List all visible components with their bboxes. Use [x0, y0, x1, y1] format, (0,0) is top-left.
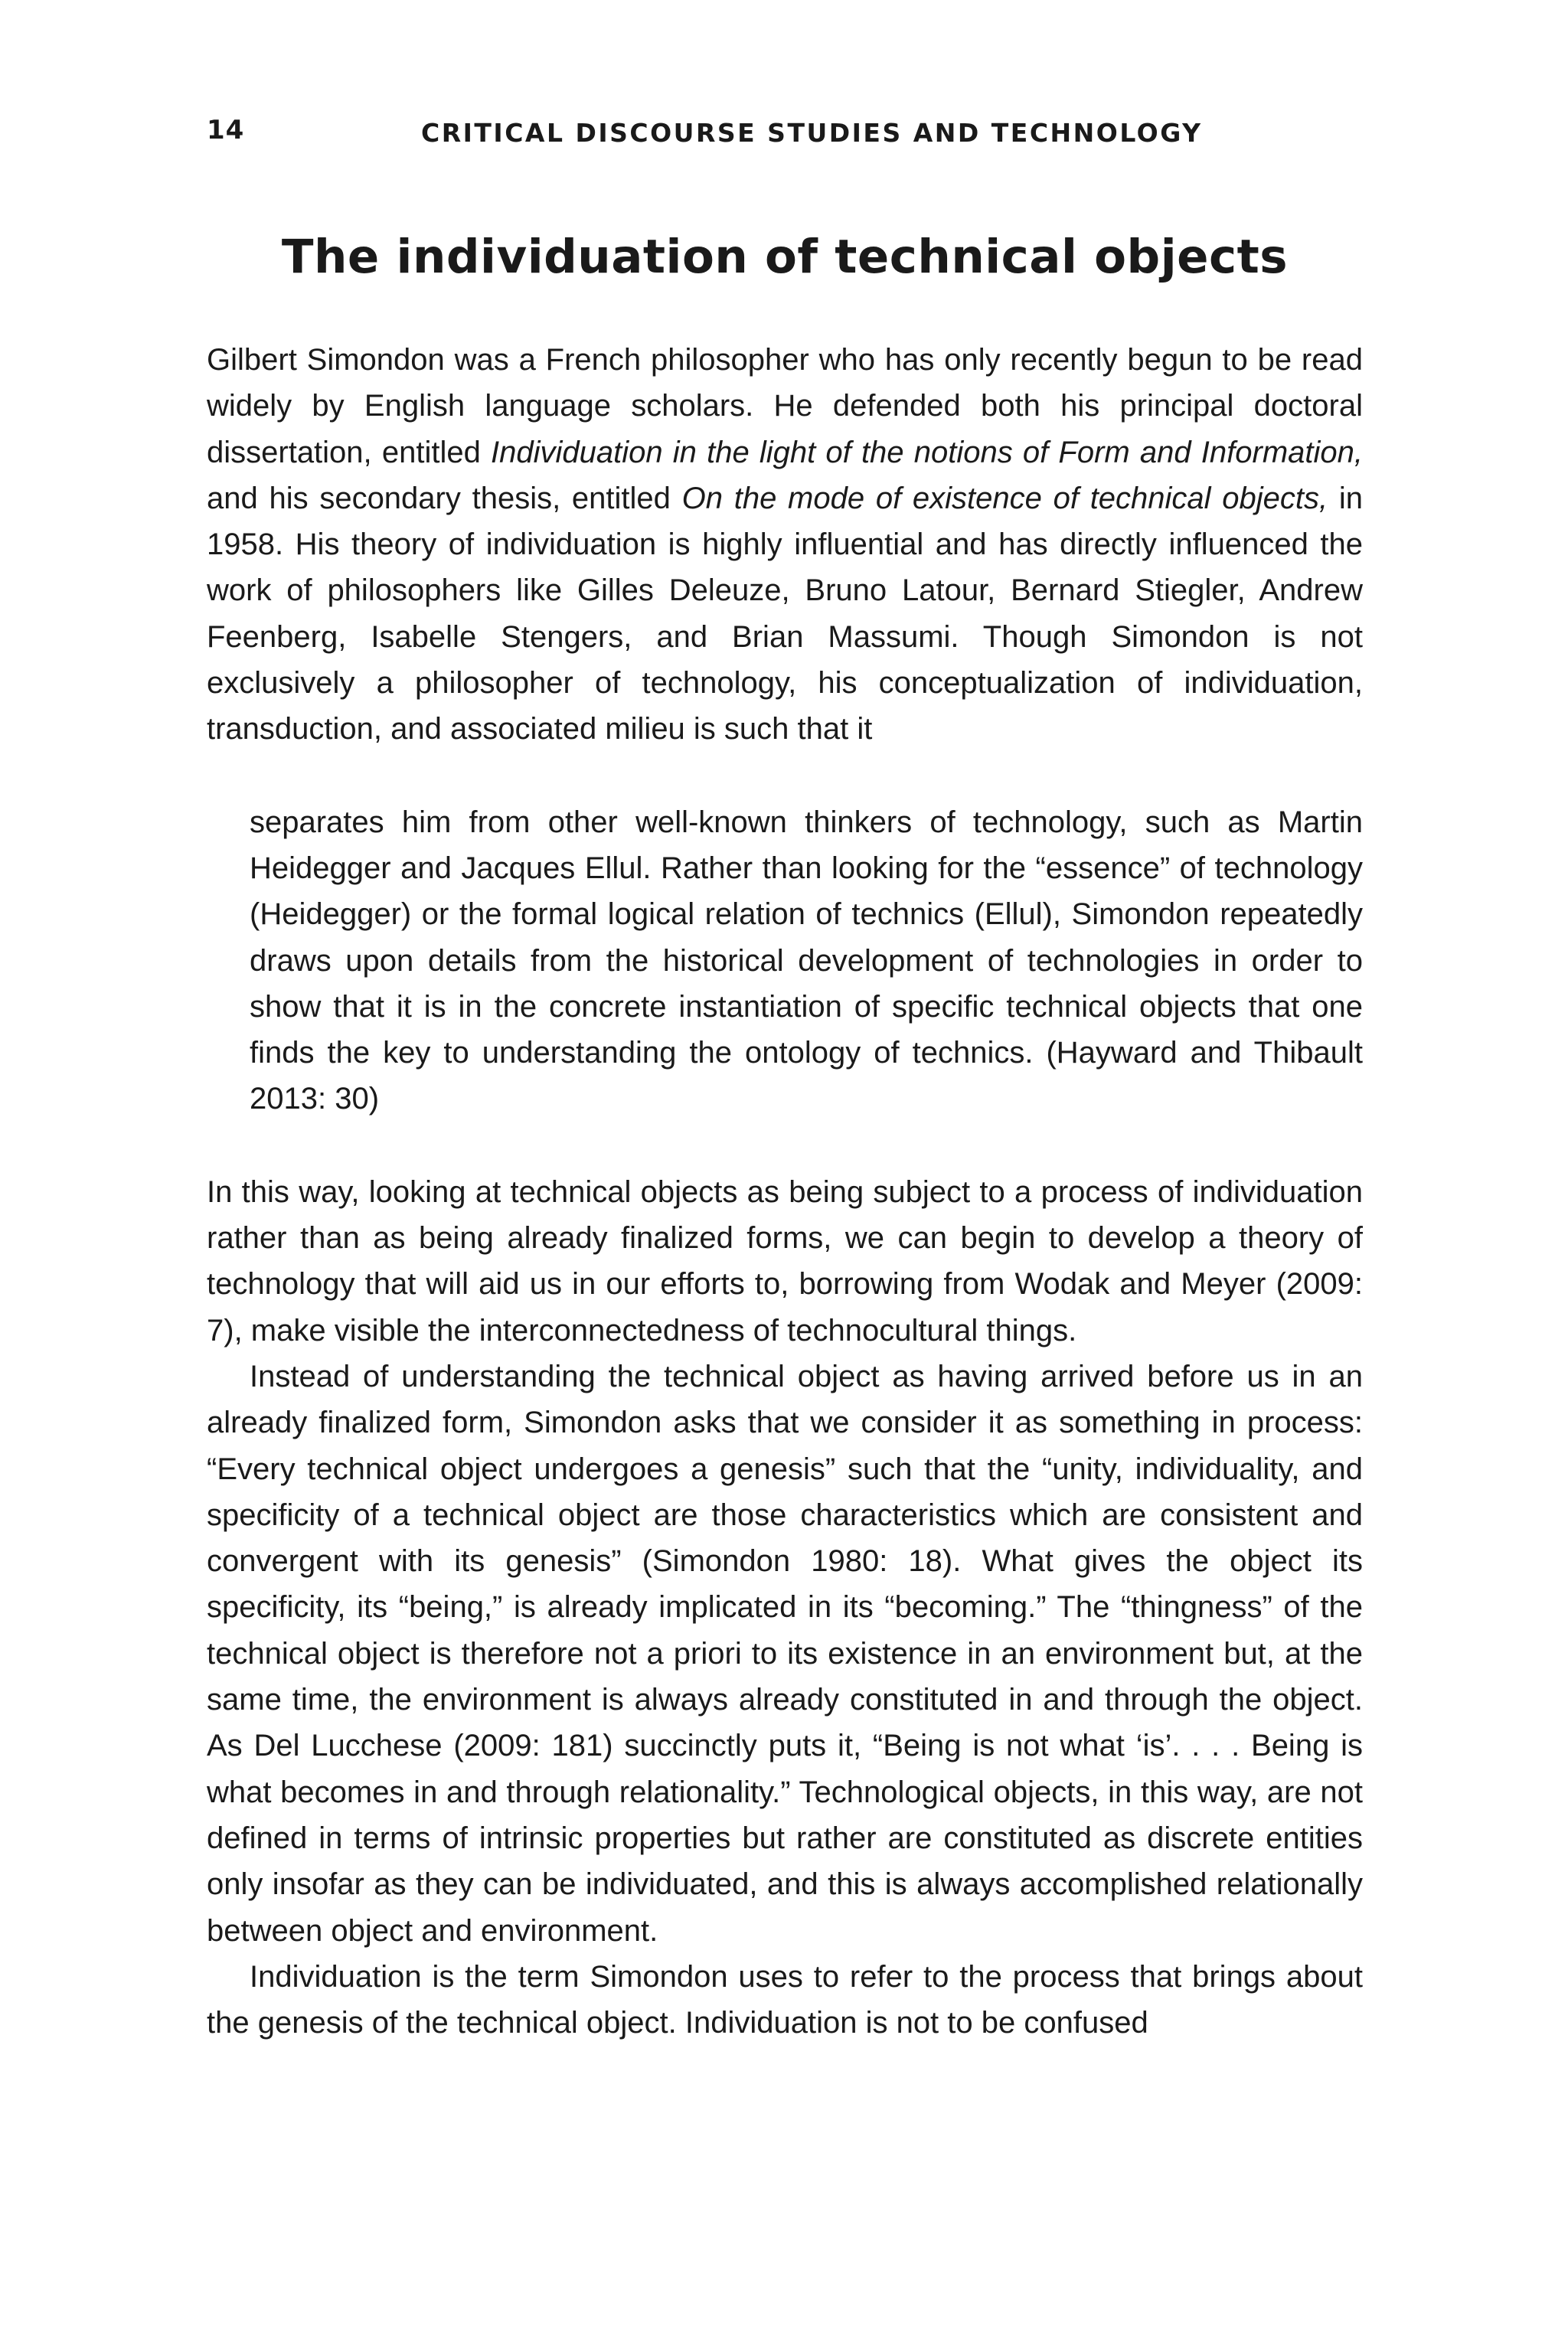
block-quote-text: separates him from other well-known thinkers of technology, such as Martin Heidegger and Jacques Ellul. Rather than looking for the “essence” of technology (Heidegger) or the formal logical relation of technics (Ellul), Simondon repeatedly draws upon details from the historical development of technologies in order to show that it is in the concrete instantiation of specific technical objects that one finds the key to understanding the ontology of technics. (Hayward and Thibault 2013: 30): [250, 805, 1363, 1116]
paragraph-2: In this way, looking at technical objects as being subject to a process of individuation rather than as being already finalized forms, we can begin to develop a theory of technology that will aid us in our efforts to, borrowing from Wodak and Meyer (2009: 7), make visible the interconnectedness of technocultural things.: [207, 1174, 1363, 1348]
body-text: [207, 337, 1363, 2046]
paragraph-1-text-b: and his secondary thesis, entitled: [207, 481, 682, 515]
paragraph-1: [207, 337, 1363, 753]
running-header: [207, 115, 1363, 153]
page-number: 14: [207, 115, 245, 145]
paragraph-3: Instead of understanding the technical object as having arrived before us in an already finalized form, Simondon asks that we consider it as something in process: “Every technical object undergoes a genesis” such that the “unity, individuality, and specificity of a technical object are those characteristics which are consistent and convergent with its genesis” (Simondon 1980: 18). What gives the object its specificity, its “being,” is already implicated in its “becoming.” The “thingness” of the technical object is therefore not a priori to its existence in an environment but, at the same time, the environment is always already constituted in and through the object. As Del Lucchese (2009: 181) succinctly puts it, “Being is not what ‘is’. . . . Being is what becomes in and through relationality.” Technological objects, in this way, are not defined in terms of intrinsic properties but rather are constituted as discrete entities only insofar as they can be individuated, and this is always accomplished relationally between object and environment.: [207, 1359, 1363, 1948]
dissertation-title: Individuation in the light of the notions of Form and Information,: [491, 435, 1364, 469]
block-quote: [250, 799, 1363, 1122]
paragraph-1-text-c: in 1958. His theory of individuation is highly influential and has directly influenced the work of philosophers like Gilles Deleuze, Bruno Latour, Bernard Stiegler, Andrew Feenberg, Isabelle Stengers, and Brian Massumi. Though Simondon is not exclusively a philosopher of technology, his conceptualization of individuation, transduction, and associated milieu is such that it: [207, 481, 1363, 746]
running-title: CRITICAL DISCOURSE STUDIES AND TECHNOLOGY: [421, 118, 1203, 148]
thesis-title: On the mode of existence of technical objects,: [681, 481, 1328, 515]
paragraph-4: Individuation is the term Simondon uses to refer to the process that brings about the genesis of the technical object. Individuation is not to be confused: [207, 1959, 1363, 2040]
paragraph-1-text-a: Gilbert Simondon was a French philosopher who has only recently begun to be read widely by English language scholars. He defended both his principal doctoral dissertation, entitled: [207, 343, 1363, 469]
section-title: The individuation of technical objects: [281, 230, 1289, 284]
